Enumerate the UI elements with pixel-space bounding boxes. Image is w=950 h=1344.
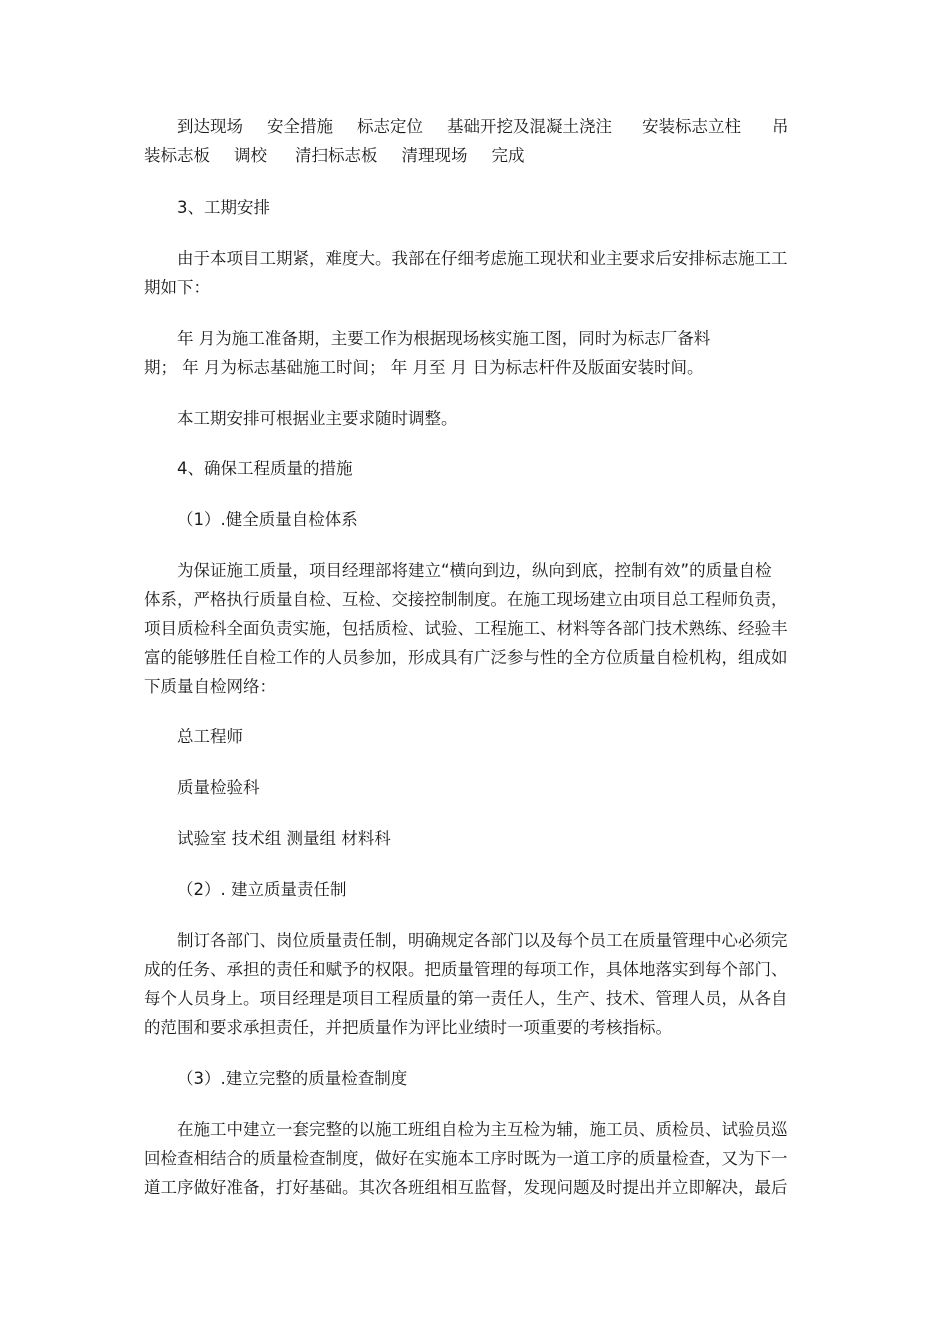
flow-step: 调校 [234, 146, 267, 165]
flow-step: 完成 [491, 146, 525, 165]
paragraph-line: 下质量自检网络： [144, 677, 276, 696]
paragraph-line: 每个人员身上。项目经理是项目工程质量的第一责任人，生产、技术、管理人员，从各自 [144, 989, 788, 1008]
org-chart-item: 总工程师 [177, 727, 243, 746]
flow-step: 吊 [772, 117, 789, 136]
paragraph-line: 成的任务、承担的责任和赋予的权限。把质量管理的每项工作，具体地落实到每个部门、 [144, 960, 788, 979]
paragraph-line: 制订各部门、岗位质量责任制，明确规定各部门以及每个员工在质量管理中心必须完 [177, 931, 788, 950]
org-chart-item: 试验室 技术组 测量组 材料科 [177, 829, 391, 848]
paragraph-line: 体系，严格执行质量自检、互检、交接控制制度。在施工现场建立由项目总工程师负责， [144, 590, 788, 609]
paragraph-line: 道工序做好准备，打好基础。其次各班组相互监督，发现问题及时提出并立即解决，最后 [144, 1178, 788, 1197]
subsection-heading: （1）.健全质量自检体系 [177, 510, 358, 529]
paragraph-line: 项目质检科全面负责实施，包括质检、试验、工程施工、材料等各部门技术熟练、经验丰 [144, 619, 788, 638]
section-heading: 3、工期安排 [177, 198, 270, 217]
paragraph-line: 为保证施工质量，项目经理部将建立“横向到边，纵向到底，控制有效”的质量自检 [177, 561, 772, 580]
paragraph-line: 在施工中建立一套完整的以施工班组自检为主互检为辅，施工员、质检员、试验员巡 [177, 1120, 788, 1139]
paragraph-line: 回检查相结合的质量检查制度，做好在实施本工序时既为一道工序的质量检查，又为下一 [144, 1149, 788, 1168]
flow-step: 装标志板 [144, 146, 210, 165]
paragraph-line: 的范围和要求承担责任，并把质量作为评比业绩时一项重要的考核指标。 [144, 1018, 672, 1037]
flow-step: 清扫标志板 [295, 146, 378, 165]
paragraph-line: 期如下： [144, 278, 210, 297]
subsection-heading: （2）. 建立质量责任制 [177, 880, 347, 899]
org-chart-item: 质量检验科 [177, 778, 260, 797]
flow-steps-line-2 [144, 146, 804, 166]
flow-step: 到达现场 [177, 117, 243, 136]
flow-step: 标志定位 [357, 117, 423, 136]
paragraph-line: 本工期安排可根据业主要求随时调整。 [177, 409, 458, 428]
flow-step: 安全措施 [267, 117, 333, 136]
paragraph-line: 年 月为施工准备期，主要工作为根据现场核实施工图，同时为标志厂备料 [177, 329, 711, 348]
section-heading: 4、确保工程质量的措施 [177, 459, 353, 478]
paragraph-line: 由于本项目工期紧，难度大。我部在仔细考虑施工现状和业主要求后安排标志施工工 [177, 249, 788, 268]
paragraph-line: 期； 年 月为标志基础施工时间； 年 月至 月 日为标志杆件及版面安装时间。 [144, 358, 704, 377]
flow-step: 基础开挖及混凝土浇注 [447, 117, 612, 136]
flow-step: 清理现场 [401, 146, 468, 165]
flow-steps-line-1 [177, 117, 837, 137]
paragraph-line: 富的能够胜任自检工作的人员参加，形成具有广泛参与性的全方位质量自检机构，组成如 [144, 648, 788, 667]
subsection-heading: （3）.建立完整的质量检查制度 [177, 1069, 408, 1088]
flow-step: 安装标志立柱 [642, 117, 741, 136]
